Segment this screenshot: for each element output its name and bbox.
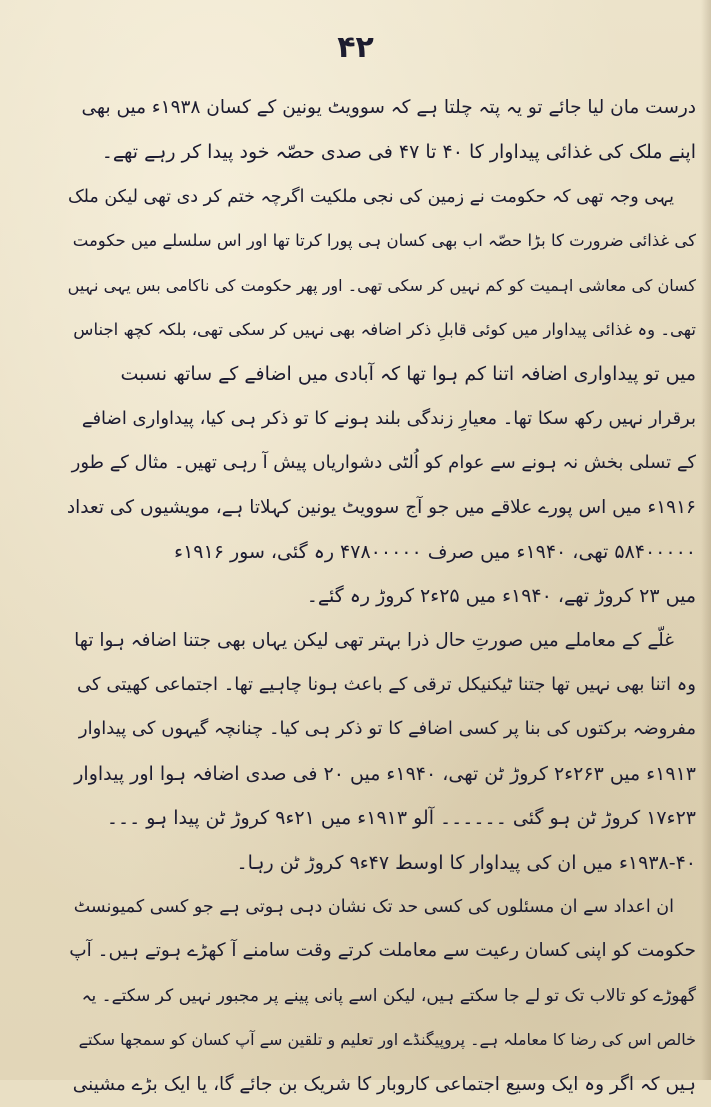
text-line: ۱۹۱۶ء میں اس پورے علاقے میں جو آج سوویٹ یونین کہلاتا ہے، مویشیوں کی تعداد [66,496,696,518]
text-line: اپنے ملک کی غذائی پیداوار کا ۴۰ تا ۴۷ فی صدی حصّہ خود پیدا کر رہے تھے۔ [101,141,696,164]
text-line: برقرار نہیں رکھ سکا تھا۔ معیارِ زندگی بلند ہونے کا تو ذکر ہی کیا، پیداواری اضافے [81,407,696,429]
text-line: مفروضہ برکتوں کی بنا پر کسی اضافے کا تو ذکر ہی کیا۔ چنانچہ گیہوں کی پیداوار [78,718,696,740]
text-line: غلّے کے معاملے میں صورتِ حال ذرا بہتر تھی لیکن یہاں بھی جتنا اضافہ ہوا تھا [74,629,674,651]
text-line: ان اعداد سے ان مسئلوں کی کسی حد تک نشان دہی ہوتی ہے جو کسی کمیونسٹ [73,897,674,918]
text-line: کسان کی معاشی اہمیت کو کم نہیں کر سکی تھی۔ اور پھر حکومت کی ناکامی بس یہی نہیں [67,275,696,295]
text-line: کی غذائی ضرورت کا بڑا حصّہ اب بھی کسان ہی پورا کرتا تھا اور اس سلسلے میں حکومت [72,231,696,251]
text-line: میں تو پیداواری اضافہ اتنا کم ہوا تھا کہ آبادی میں اضافے کے ساتھ نسبت [120,363,696,386]
text-line: حکومت کو اپنی کسان رعیت سے معاملت کرتے وقت سامنے آ کھڑے ہوتے ہیں۔ آپ [69,940,696,962]
text-line: ۲۳ء۱۷ کروڑ ٹن ہو گئی ۔۔۔۔۔۔ آلو ۱۹۱۳ء میں ۲۱ء۹ کروڑ ٹن پیدا ہو ۔۔۔ [106,807,696,830]
text-line: یہی وجہ تھی کہ حکومت نے زمین کی نجی ملکیت اگرچہ ختم کر دی تھی لیکن ملک [67,186,674,207]
page-number: ۴۲ [337,30,374,65]
text-line: ۱۹۱۳ء میں ۲۶۳ء۲ کروڑ ٹن تھی، ۱۹۴۰ء میں ۲۰ فی صدی اضافہ ہوا اور پیداوار [74,762,696,785]
text-line: درست مان لیا جائے تو یہ پتہ چلتا ہے کہ سوویٹ یونین کے کسان ۱۹۳۸ء میں بھی [81,97,696,118]
text-line: گھوڑے کو تالاب تک تو لے جا سکتے ہیں، لیکن اسے پانی پینے پر مجبور نہیں کر سکتے۔ یہ [81,985,696,1006]
text-line: میں ۲۳ کروڑ تھے، ۱۹۴۰ء میں ۲۵ء۲ کروڑ رہ گئے۔ [306,585,696,608]
text-line: ۵۸۴۰۰۰۰۰ تھی، ۱۹۴۰ء میں صرف ۴۷۸۰۰۰۰۰ رہ گئی، سور ۱۹۱۶ء [174,540,696,563]
text-line: ۱۹۳۸-۴۰ء میں ان کی پیداوار کا اوسط ۴۷ء۹ کروڑ ٹن رہا۔ [236,851,696,874]
urdu-text-body [66,86,696,1107]
text-line: کے تسلی بخش نہ ہونے سے عوام کو اُلٹی دشواریاں پیش آ رہی تھیں۔ مثال کے طور [71,452,696,474]
text-line: وہ اتنا بھی نہیں تھا جتنا ٹیکنیکل ترقی کے باعث ہونا چاہیے تھا۔ اجتماعی کھیتی کی [77,674,696,696]
text-line: خالص اس کی رضا کا معاملہ ہے۔ پروپیگنڈے اور تعلیم و تلقین سے آپ کسان کو سمجھا سکتے [78,1030,696,1050]
page-edge-shadow [701,0,711,1080]
text-line: ہیں کہ اگر وہ ایک وسیع اجتماعی کاروبار کا شریک بن جائے گا، یا ایک بڑے مشینی [72,1073,696,1095]
text-line: تھی۔ وہ غذائی پیداوار میں کوئی قابلِ ذکر اضافہ بھی نہیں کر سکی تھی، بلکہ کچھ اجناس [73,319,696,339]
